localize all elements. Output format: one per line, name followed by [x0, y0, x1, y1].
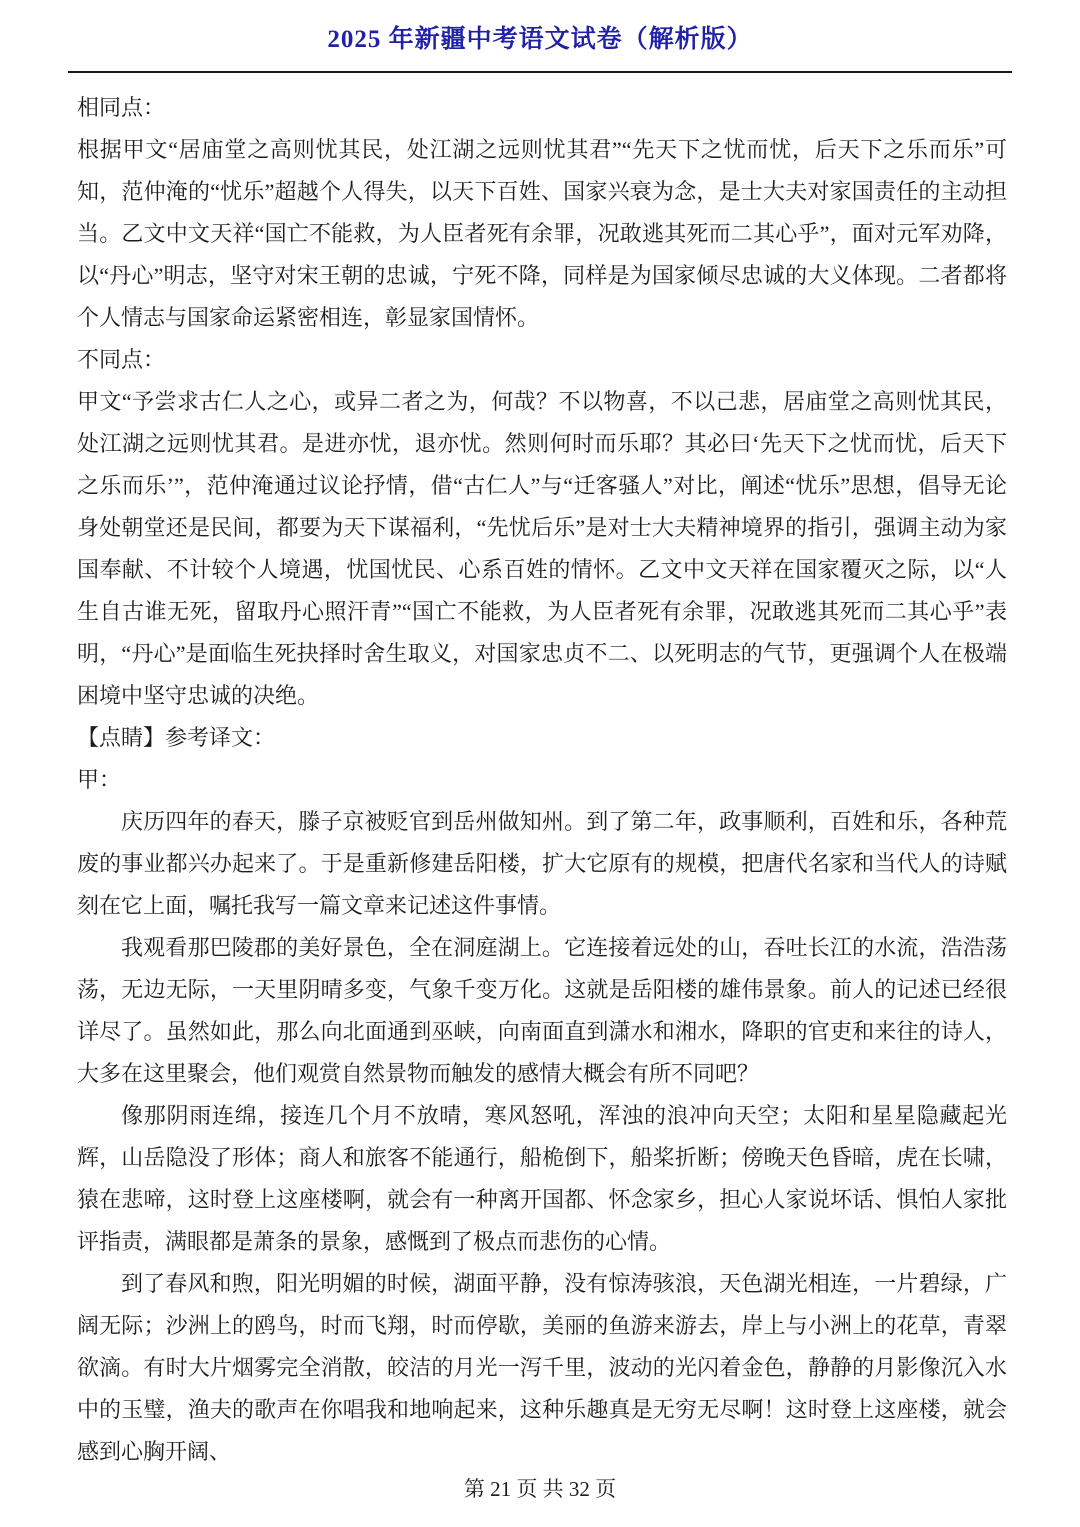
text-a-label: 甲：	[77, 767, 122, 792]
reference-translation-label: 【点睛】参考译文：	[77, 725, 276, 750]
page-number-indicator: 第 21 页 共 32 页	[463, 1477, 617, 1501]
page-title: 2025 年新疆中考语文试卷（解析版）	[327, 26, 753, 53]
section-label-different-points: 不同点：	[77, 347, 166, 372]
page-header	[0, 0, 1080, 81]
translation-paragraph-1: 庆历四年的春天，滕子京被贬官到岳州做知州。到了第二年，政事顺利，百姓和乐，各种荒废的事业都兴办起来了。于是重新修建岳阳楼，扩大它原有的规模，把唐代名家和当代人的诗赋刻在它上面，嘱托我写一篇文章来记述这件事情。	[77, 809, 1007, 918]
header-divider	[68, 71, 1012, 73]
page-footer	[0, 1473, 1080, 1527]
translation-paragraph-4: 到了春风和煦，阳光明媚的时候，湖面平静，没有惊涛骇浪，天色湖光相连，一片碧绿，广阔无际；沙洲上的鸥鸟，时而飞翔，时而停歇，美丽的鱼游来游去，岸上与小洲上的花草，青翠欲滴。有时大片烟雾完全消散，皎洁的月光一泻千里，波动的光闪着金色，静静的月影像沉入水中的玉璧，渔夫的歌声在你唱我和地响起来，这种乐趣真是无穷无尽啊！这时登上这座楼，就会感到心胸开阔、	[77, 1271, 1007, 1464]
analysis-paragraph-different-points: 甲文“予尝求古仁人之心，或异二者之为，何哉？不以物喜，不以己悲，居庙堂之高则忧其民，处江湖之远则忧其君。是进亦忧，退亦忧。然则何时而乐耶？其必曰‘先天下之忧而忧，后天下之乐而乐’”，范仲淹通过议论抒情，借“古仁人”与“迁客骚人”对比，阐述“忧乐”思想，倡导无论身处朝堂还是民间，都要为天下谋福利，“先忧后乐”是对士大夫精神境界的指引，强调主动为家国奉献、不计较个人境遇，忧国忧民、心系百姓的情怀。乙文中文天祥在国家覆灭之际，以“人生自古谁无死，留取丹心照汗青”“国亡不能救，为人臣者死有余罪，况敢逃其死而二其心乎”表明，“丹心”是面临生死抉择时舍生取义，对国家忠贞不二、以死明志的气节，更强调个人在极端困境中坚守忠诚的决绝。	[77, 389, 1007, 708]
translation-paragraph-3: 像那阴雨连绵，接连几个月不放晴，寒风怒吼，浑浊的浪冲向天空；太阳和星星隐藏起光辉，山岳隐没了形体；商人和旅客不能通行，船桅倒下，船桨折断；傍晚天色昏暗，虎在长啸，猿在悲啼，这时登上这座楼啊，就会有一种离开国都、怀念家乡，担心人家说坏话、惧怕人家批评指责，满眼都是萧条的景象，感慨到了极点而悲伤的心情。	[77, 1103, 1007, 1254]
translation-paragraph-2: 我观看那巴陵郡的美好景色，全在洞庭湖上。它连接着远处的山，吞吐长江的水流，浩浩荡荡，无边无际，一天里阴晴多变，气象千变万化。这就是岳阳楼的雄伟景象。前人的记述已经很详尽了。虽然如此，那么向北面通到巫峡，向南面直到潇水和湘水，降职的官吏和来往的诗人，大多在这里聚会，他们观赏自然景物而触发的感情大概会有所不同吧？	[77, 935, 1007, 1086]
analysis-paragraph-same-points: 根据甲文“居庙堂之高则忧其民，处江湖之远则忧其君”“先天下之忧而忧，后天下之乐而乐”可知，范仲淹的“忧乐”超越个人得失，以天下百姓、国家兴衰为念，是士大夫对家国责任的主动担当。乙文中文天祥“国亡不能救，为人臣者死有余罪，况敢逃其死而二其心乎”，面对元军劝降，以“丹心”明志，坚守对宋王朝的忠诚，宁死不降，同样是为国家倾尽忠诚的大义体现。二者都将个人情志与国家命运紧密相连，彰显家国情怀。	[77, 137, 1007, 330]
document-body	[0, 81, 1080, 1473]
section-label-same-points: 相同点：	[77, 95, 166, 120]
